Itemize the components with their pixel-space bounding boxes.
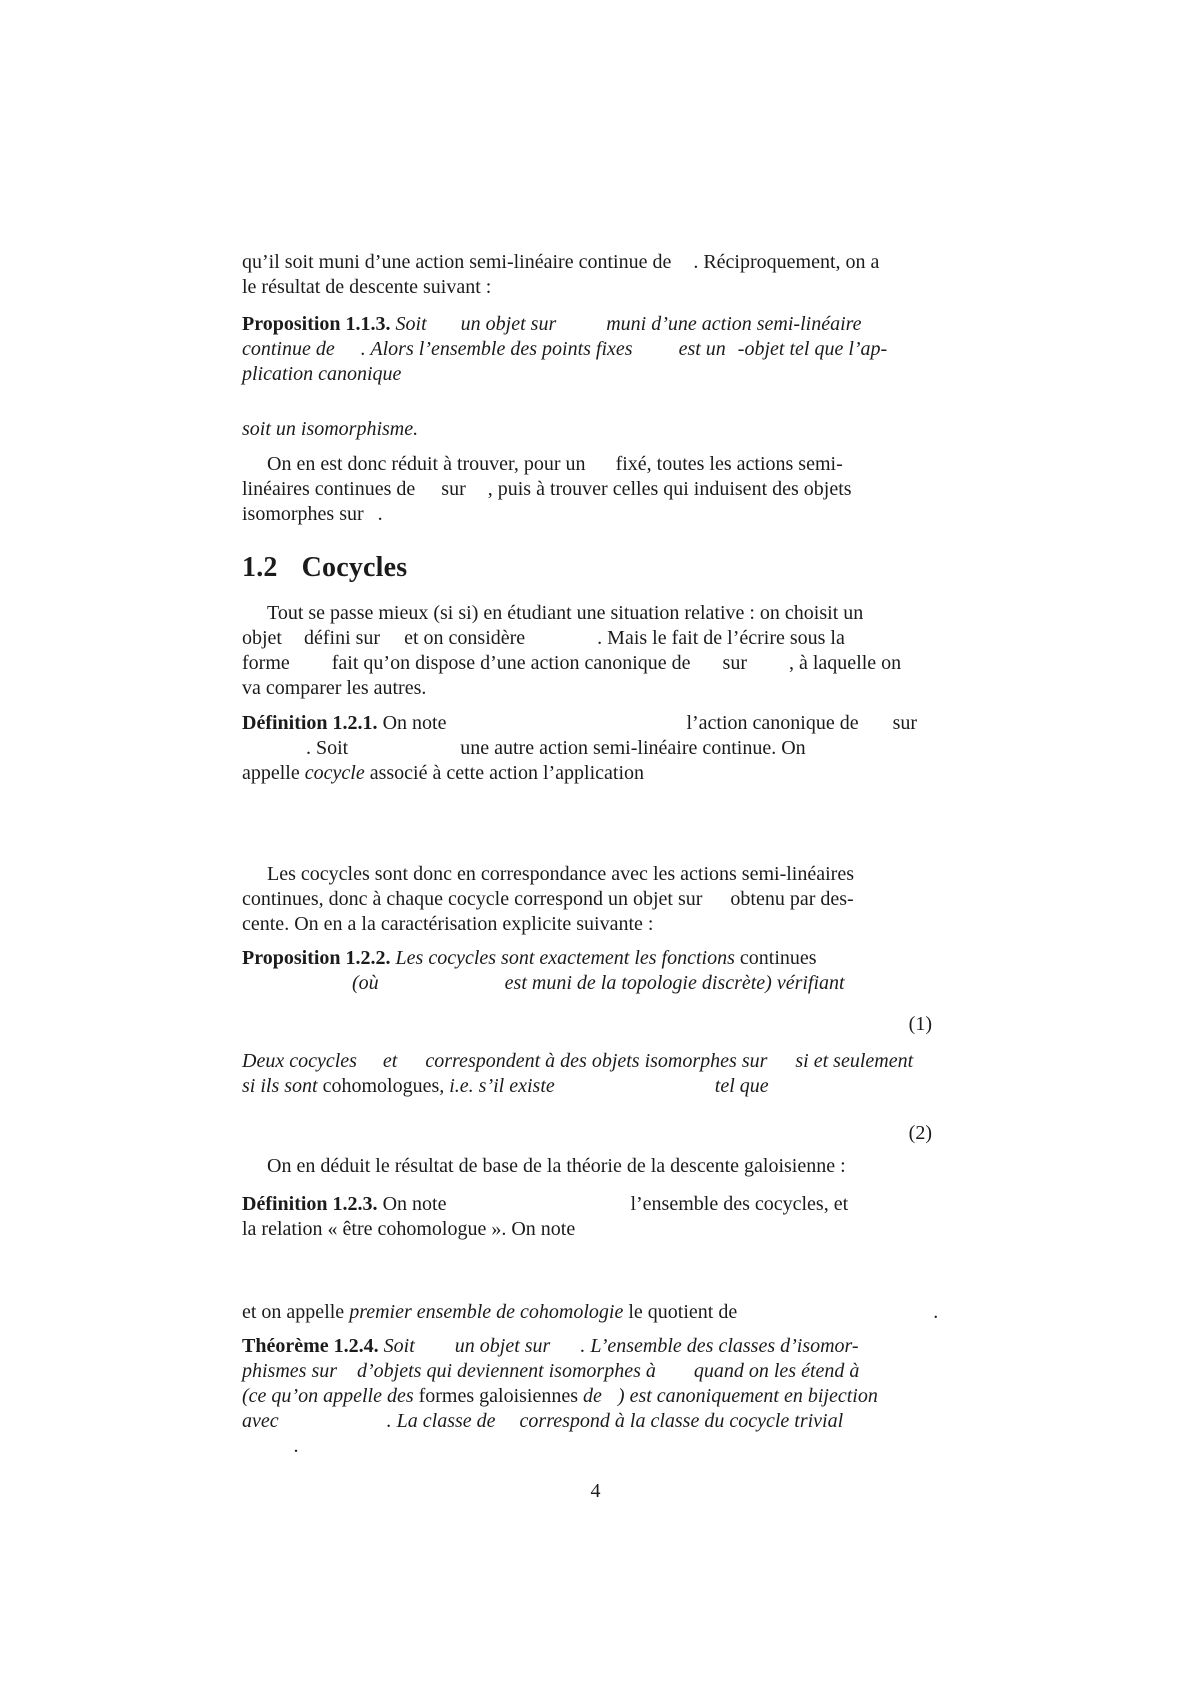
text-run: -objet tel que l’ap- xyxy=(737,338,888,360)
math-gap xyxy=(427,329,461,330)
text-run: (où xyxy=(352,972,379,994)
text-run: cohomologues xyxy=(322,1075,440,1097)
text-line xyxy=(242,1359,958,1384)
text-run: linéaires continues de xyxy=(242,478,416,500)
text-line xyxy=(242,502,958,527)
text-run: ) est canoniquement en bijection xyxy=(617,1385,878,1407)
text-line xyxy=(242,761,958,786)
paragraph xyxy=(242,417,958,442)
paragraph xyxy=(242,1300,958,1325)
text-line xyxy=(242,946,958,971)
math-gap xyxy=(656,1376,694,1377)
text-run: va comparer les autres. xyxy=(242,677,427,699)
text-run: Définition 1.2.3. xyxy=(242,1193,378,1215)
text-run: . xyxy=(377,503,383,525)
paragraph xyxy=(242,452,958,527)
text-run: Deux cocycles xyxy=(242,1050,357,1072)
text-line xyxy=(242,417,958,442)
text-line xyxy=(242,1300,958,1325)
math-gap xyxy=(446,728,686,729)
math-gap xyxy=(747,668,789,669)
text-line xyxy=(242,1434,958,1459)
math-gap xyxy=(671,267,693,268)
text-run: Tout se passe mieux (si si) en étudiant une situation relative : on choisit un xyxy=(267,602,864,624)
paragraph xyxy=(242,1192,958,1242)
text-line xyxy=(242,452,958,477)
math-gap xyxy=(602,1401,618,1402)
math-gap xyxy=(726,354,738,355)
text-run: continue de xyxy=(242,338,335,360)
text-run: un objet sur xyxy=(454,1335,551,1357)
math-gap xyxy=(525,643,597,644)
text-run: quand on les étend à xyxy=(693,1360,860,1382)
text-run: . xyxy=(933,1301,939,1323)
text-line xyxy=(242,971,958,996)
text-run: isomorphes sur xyxy=(242,503,364,525)
text-run: défini sur xyxy=(304,627,381,649)
paragraph xyxy=(242,1334,958,1459)
text-run: On en déduit le résultat de base de la théorie de la descente galoisienne : xyxy=(267,1155,846,1177)
paragraph xyxy=(242,250,958,300)
text-run: tel que xyxy=(714,1075,769,1097)
text-run: . Alors l’ensemble des points fixes xyxy=(360,338,633,360)
math-gap xyxy=(279,1426,387,1427)
text-run: correspondent à des objets isomorphes sur xyxy=(425,1050,768,1072)
math-gap xyxy=(242,753,306,754)
text-run: si ils sont xyxy=(242,1075,323,1097)
text-line xyxy=(242,250,958,275)
math-gap xyxy=(364,519,378,520)
math-gap xyxy=(379,988,505,989)
text-run: , à laquelle on xyxy=(789,652,902,674)
text-run: associé à cette action l’application xyxy=(364,762,645,784)
text-run: fixé, toutes les actions semi- xyxy=(615,453,843,475)
text-run: qu’il soit muni d’une action semi-linéaire continue de xyxy=(242,251,672,273)
text-run: le résultat de descente suivant : xyxy=(242,276,492,298)
text-line xyxy=(242,1384,958,1409)
paragraph xyxy=(242,312,958,387)
text-line xyxy=(242,1409,958,1434)
text-run: avec xyxy=(242,1410,279,1432)
text-line xyxy=(242,477,958,502)
text-line xyxy=(242,1049,958,1074)
text-run: Soit xyxy=(390,313,427,335)
text-run: formes galoisiennes xyxy=(418,1385,579,1407)
text-line xyxy=(242,676,958,701)
math-gap xyxy=(586,469,616,470)
text-run: . Réciproquement, on a xyxy=(693,251,880,273)
text-line xyxy=(242,626,958,651)
text-line xyxy=(242,1192,958,1217)
math-gap xyxy=(337,1376,357,1377)
text-run: et xyxy=(382,1050,398,1072)
text-run: Les cocycles sont exactement les fonctions xyxy=(390,947,740,969)
text-line xyxy=(242,337,958,362)
text-run: phismes sur xyxy=(242,1360,338,1382)
text-run: et on appelle xyxy=(242,1301,350,1323)
math-gap xyxy=(335,354,361,355)
text-line xyxy=(242,651,958,676)
text-run: continues, donc à chaque cocycle correspond un objet sur xyxy=(242,888,703,910)
text-run: , puis à trouver celles qui induisent des objets xyxy=(487,478,852,500)
text-run: . Soit xyxy=(306,737,349,759)
math-gap xyxy=(466,494,488,495)
text-run: . xyxy=(294,1435,299,1457)
text-run: sur xyxy=(441,478,466,500)
text-run: Proposition 1.1.3. xyxy=(242,313,391,335)
math-gap xyxy=(348,753,460,754)
math-gap xyxy=(397,1066,425,1067)
text-run: Définition 1.2.1. xyxy=(242,712,378,734)
text-run: muni d’une action semi-linéaire xyxy=(606,313,862,335)
text-run: forme xyxy=(242,652,290,674)
text-run: d’objets qui deviennent isomorphes à xyxy=(357,1360,656,1382)
text-run: est muni de la topologie discrète) vérifiant xyxy=(504,972,845,994)
math-gap xyxy=(415,494,441,495)
text-run: Proposition 1.2.2. xyxy=(242,947,391,969)
text-run: cente. On en a la caractérisation explicite suivante : xyxy=(242,913,654,935)
text-run: et on considère xyxy=(404,627,526,649)
text-line xyxy=(242,912,958,937)
text-run: appelle xyxy=(242,762,305,784)
text-run: soit un isomorphisme. xyxy=(242,418,419,440)
text-run: cocycle xyxy=(304,762,365,784)
text-line xyxy=(242,312,958,337)
text-run: (ce qu’on appelle des xyxy=(242,1385,419,1407)
text-run: Théorème 1.2.4. xyxy=(242,1335,379,1357)
math-gap xyxy=(633,354,679,355)
text-line xyxy=(242,887,958,912)
text-run: correspond à la classe du cocycle trivial xyxy=(519,1410,844,1432)
text-run: l’action canonique de xyxy=(686,712,859,734)
text-run: On en est donc réduit à trouver, pour un xyxy=(267,453,586,475)
math-gap xyxy=(767,1066,795,1067)
paragraph xyxy=(242,711,958,786)
equation-number: (2) xyxy=(908,1122,932,1144)
math-gap xyxy=(859,728,893,729)
text-run: plication canonique xyxy=(242,363,402,385)
text-line xyxy=(242,1154,958,1179)
text-run: , i.e. s’il existe xyxy=(439,1075,555,1097)
text-run: continues xyxy=(739,947,817,969)
text-run: si et seulement xyxy=(795,1050,914,1072)
text-run: On note xyxy=(377,1193,447,1215)
math-gap xyxy=(737,1317,933,1318)
text-run: . La classe de xyxy=(386,1410,496,1432)
math-gap xyxy=(242,1451,294,1452)
math-gap xyxy=(550,1351,580,1352)
section-number: 1.2 xyxy=(242,552,278,583)
math-gap xyxy=(357,1066,383,1067)
page-number: 4 xyxy=(590,1480,601,1502)
text-line xyxy=(242,711,958,736)
math-gap xyxy=(496,1426,520,1427)
text-line xyxy=(242,736,958,761)
paragraph xyxy=(242,1154,958,1179)
text-line xyxy=(242,1074,958,1099)
text-run: un objet sur xyxy=(460,313,557,335)
text-line xyxy=(242,275,958,300)
text-run: Soit xyxy=(378,1335,415,1357)
text-run: sur xyxy=(722,652,747,674)
math-gap xyxy=(415,1351,455,1352)
math-gap xyxy=(380,643,404,644)
text-line xyxy=(242,1217,958,1242)
text-run: . Mais le fait de l’écrire sous la xyxy=(597,627,845,649)
text-run: premier ensemble de cohomologie xyxy=(349,1301,624,1323)
math-gap xyxy=(242,988,352,989)
text-run: la relation « être cohomologue ». On note xyxy=(242,1218,576,1240)
math-gap xyxy=(555,1091,715,1092)
math-gap xyxy=(282,643,304,644)
text-run: est un xyxy=(678,338,726,360)
text-run: objet xyxy=(242,627,282,649)
text-line xyxy=(242,1334,958,1359)
math-gap xyxy=(691,668,723,669)
paragraph xyxy=(242,1049,958,1099)
text-run: de xyxy=(578,1385,602,1407)
math-gap xyxy=(290,668,332,669)
section-title: Cocycles xyxy=(301,552,408,583)
math-gap xyxy=(702,904,730,905)
math-gap xyxy=(446,1209,630,1210)
text-run: On note xyxy=(377,712,447,734)
text-run: Les cocycles sont donc en correspondance avec les actions semi-linéaires xyxy=(267,863,854,885)
paragraph xyxy=(242,862,958,937)
equation-number: (1) xyxy=(908,1013,932,1035)
text-run: . L’ensemble des classes d’isomor- xyxy=(580,1335,859,1357)
text-line xyxy=(242,362,958,387)
text-run: obtenu par des- xyxy=(730,888,854,910)
text-run: fait qu’on dispose d’une action canonique de xyxy=(331,652,691,674)
math-gap xyxy=(556,329,606,330)
text-line xyxy=(242,601,958,626)
text-run: une autre action semi-linéaire continue. On xyxy=(460,737,806,759)
text-line xyxy=(242,862,958,887)
paragraph xyxy=(242,601,958,701)
text-run: sur xyxy=(892,712,918,734)
text-run: le quotient de xyxy=(623,1301,738,1323)
paragraph xyxy=(242,946,958,996)
page-content xyxy=(242,250,958,1459)
section-heading xyxy=(242,551,958,585)
text-run: l’ensemble des cocycles, et xyxy=(630,1193,849,1215)
